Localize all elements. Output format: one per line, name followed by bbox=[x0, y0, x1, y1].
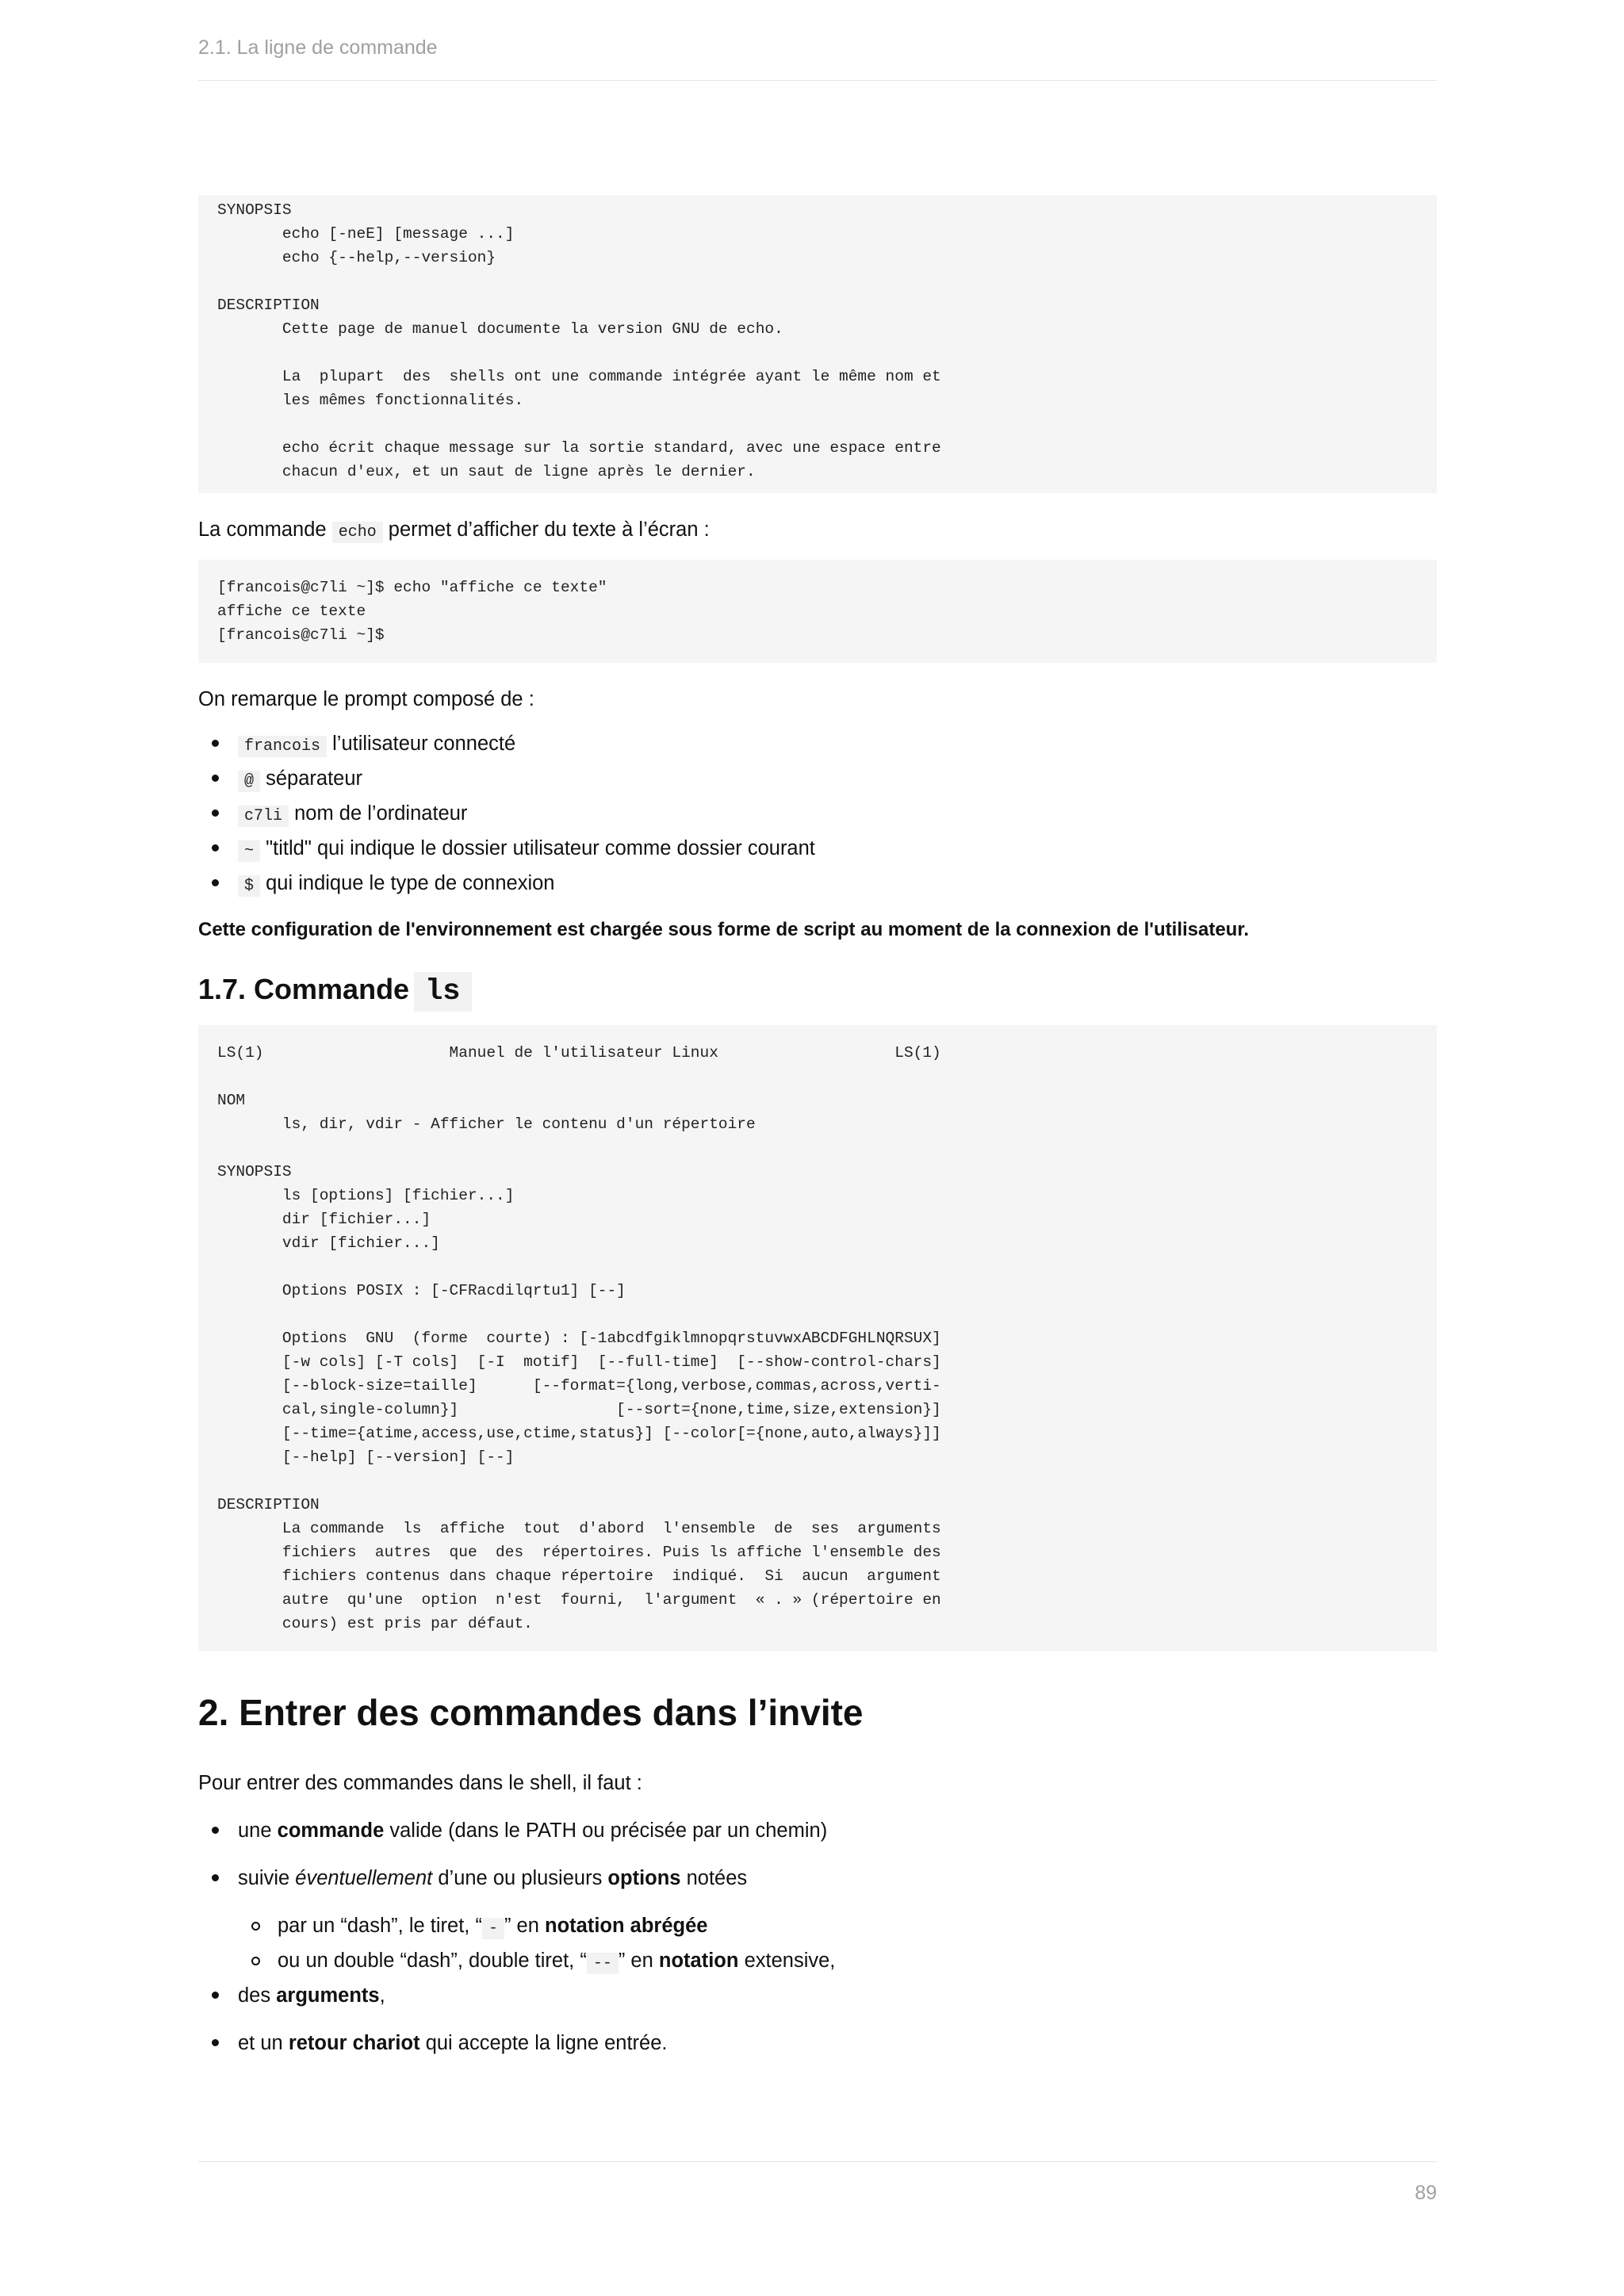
list-item bbox=[198, 2027, 1437, 2059]
section-heading-text: 1.7. Commande bbox=[198, 973, 410, 1005]
code-line bbox=[217, 1303, 1418, 1326]
code-line: DESCRIPTION bbox=[217, 297, 320, 314]
code-line: Options POSIX : [-CFRacdilqrtu1] [--] bbox=[217, 1282, 626, 1299]
code-line: fichiers autres que des répertoires. Puis ls affiche l'ensemble des bbox=[217, 1544, 941, 1561]
inline-code: c7li bbox=[238, 806, 289, 827]
list-item bbox=[198, 1815, 1437, 1846]
echo-intro-before: La commande bbox=[198, 519, 327, 541]
code-line: SYNOPSIS bbox=[217, 1163, 292, 1181]
code-line: cal,single-column}] [--sort={none,time,size,extension}] bbox=[217, 1401, 941, 1418]
list-item bbox=[198, 798, 1437, 832]
echo-inline-code: echo bbox=[332, 522, 383, 543]
inline-code: - bbox=[482, 1918, 504, 1939]
code-line: fichiers contenus dans chaque répertoire indiqué. Si aucun argument bbox=[217, 1567, 941, 1585]
code-line: affiche ce texte bbox=[217, 603, 366, 620]
text-run: une bbox=[238, 1820, 272, 1842]
config-note: Cette configuration de l'environnement est chargée sous forme de script au moment de la connexion de l'utilisateur. bbox=[198, 919, 1250, 940]
code-line: [--help] [--version] [--] bbox=[217, 1448, 515, 1466]
code-line bbox=[217, 412, 1418, 436]
list-item bbox=[198, 867, 1437, 902]
list-item bbox=[198, 763, 1437, 798]
chapter-heading: 2. Entrer des commandes dans l’invite bbox=[198, 1692, 864, 1733]
list-item bbox=[198, 1862, 1437, 1980]
italic-run: éventuellement bbox=[295, 1867, 433, 1889]
code-line: La plupart des shells ont une commande intégrée ayant le même nom et bbox=[217, 368, 941, 385]
code-line: vdir [fichier...] bbox=[217, 1234, 440, 1252]
inline-code: $ bbox=[238, 875, 260, 897]
text-run: des bbox=[238, 1984, 271, 2007]
text-run: par un “dash”, le tiret, “ bbox=[278, 1915, 482, 1937]
code-line: La commande ls affiche tout d'abord l'ensemble de ses arguments bbox=[217, 1520, 941, 1537]
section-heading-ls bbox=[198, 967, 1437, 1014]
inline-code: francois bbox=[238, 736, 327, 757]
text-run: ” en bbox=[618, 1950, 653, 1972]
bold-run: options bbox=[607, 1867, 681, 1889]
text-run: notées bbox=[686, 1867, 748, 1889]
prompt-parts-list bbox=[198, 728, 1437, 902]
list-item-text: séparateur bbox=[266, 767, 363, 790]
bold-run: retour chariot bbox=[288, 2032, 420, 2054]
prompt-intro-paragraph: On remarque le prompt composé de : bbox=[198, 688, 534, 710]
list-item bbox=[198, 832, 1437, 867]
sublist-item bbox=[238, 1945, 1437, 1980]
code-line: SYNOPSIS bbox=[217, 201, 292, 219]
man-ls-block bbox=[198, 1025, 1437, 1651]
prompt-example-block bbox=[198, 560, 1437, 663]
page-number: 89 bbox=[1415, 2182, 1437, 2204]
code-line: ls, dir, vdir - Afficher le contenu d'un répertoire bbox=[217, 1115, 756, 1133]
bold-run: notation abrégée bbox=[545, 1915, 708, 1937]
code-line: Options GNU (forme courte) : [-1abcdfgiklmnopqrstuvwxABCDFGHLNQRSUX] bbox=[217, 1330, 941, 1347]
text-run: d’une ou plusieurs bbox=[438, 1867, 603, 1889]
text-run: , bbox=[379, 1984, 385, 2007]
inline-code: -- bbox=[587, 1953, 619, 1974]
running-header: 2.1. La ligne de commande bbox=[198, 36, 438, 59]
code-line: LS(1) Manuel de l'utilisateur Linux LS(1) bbox=[217, 1044, 941, 1062]
code-line: echo écrit chaque message sur la sortie standard, avec une espace entre bbox=[217, 439, 941, 457]
code-line: dir [fichier...] bbox=[217, 1211, 431, 1228]
text-run: suivie bbox=[238, 1867, 290, 1889]
code-line: autre qu'une option n'est fourni, l'argument « . » (répertoire en bbox=[217, 1591, 941, 1609]
code-line: DESCRIPTION bbox=[217, 1496, 320, 1513]
code-line: Cette page de manuel documente la version GNU de echo. bbox=[217, 320, 783, 338]
text-run: ou un double “dash”, double tiret, “ bbox=[278, 1950, 587, 1972]
echo-intro-paragraph bbox=[198, 515, 1437, 547]
man-echo-block bbox=[198, 195, 1437, 493]
code-line: [francois@c7li ~]$ echo "affiche ce texte" bbox=[217, 579, 607, 596]
footer-divider bbox=[198, 2161, 1437, 2162]
code-line: chacun d'eux, et un saut de ligne après le dernier. bbox=[217, 463, 756, 480]
list-item bbox=[198, 728, 1437, 763]
command-requirements-list bbox=[198, 1815, 1437, 2059]
header-divider bbox=[198, 80, 1437, 81]
bold-run: commande bbox=[277, 1820, 385, 1842]
list-item bbox=[198, 1980, 1437, 2011]
bold-run: notation bbox=[658, 1950, 739, 1972]
inline-code: @ bbox=[238, 771, 260, 792]
code-line bbox=[217, 270, 1418, 293]
code-line: [francois@c7li ~]$ bbox=[217, 626, 385, 644]
text-run: extensive, bbox=[744, 1950, 836, 1972]
list-item-text: "titld" qui indique le dossier utilisateur comme dossier courant bbox=[266, 837, 815, 859]
code-line bbox=[217, 1255, 1418, 1279]
code-line bbox=[217, 1136, 1418, 1160]
inline-code: ~ bbox=[238, 840, 260, 862]
list-item-text: l’utilisateur connecté bbox=[332, 733, 516, 755]
code-line: [--time={atime,access,use,ctime,status}] [--color[={none,auto,always}]] bbox=[217, 1425, 941, 1442]
code-line: echo {--help,--version} bbox=[217, 249, 496, 266]
text-run: valide (dans le PATH ou précisée par un chemin) bbox=[389, 1820, 828, 1842]
code-line: les mêmes fonctionnalités. bbox=[217, 392, 524, 409]
section-heading-code: ls bbox=[414, 972, 471, 1012]
options-sublist bbox=[238, 1910, 1437, 1980]
code-line bbox=[217, 1065, 1418, 1089]
text-run: et un bbox=[238, 2032, 283, 2054]
sublist-item bbox=[238, 1910, 1437, 1945]
page-content bbox=[198, 195, 1437, 2059]
list-item-text: qui indique le type de connexion bbox=[266, 872, 555, 894]
code-line: [-w cols] [-T cols] [-I motif] [--full-time] [--show-control-chars] bbox=[217, 1353, 941, 1371]
text-run: qui accepte la ligne entrée. bbox=[425, 2032, 668, 2054]
code-line: cours) est pris par défaut. bbox=[217, 1615, 533, 1632]
code-line: ls [options] [fichier...] bbox=[217, 1187, 515, 1204]
document-page bbox=[198, 0, 1437, 2296]
code-line: [--block-size=taille] [--format={long,verbose,commas,across,verti- bbox=[217, 1377, 941, 1395]
list-item-text: nom de l’ordinateur bbox=[294, 802, 468, 825]
code-line: NOM bbox=[217, 1092, 246, 1109]
text-run: ” en bbox=[504, 1915, 539, 1937]
echo-intro-after: permet d’afficher du texte à l’écran : bbox=[388, 519, 710, 541]
chapter-intro-paragraph: Pour entrer des commandes dans le shell, il faut : bbox=[198, 1772, 642, 1794]
code-line: echo [-neE] [message ...] bbox=[217, 225, 515, 243]
code-line bbox=[217, 341, 1418, 365]
bold-run: arguments bbox=[276, 1984, 380, 2007]
code-line bbox=[217, 1469, 1418, 1493]
